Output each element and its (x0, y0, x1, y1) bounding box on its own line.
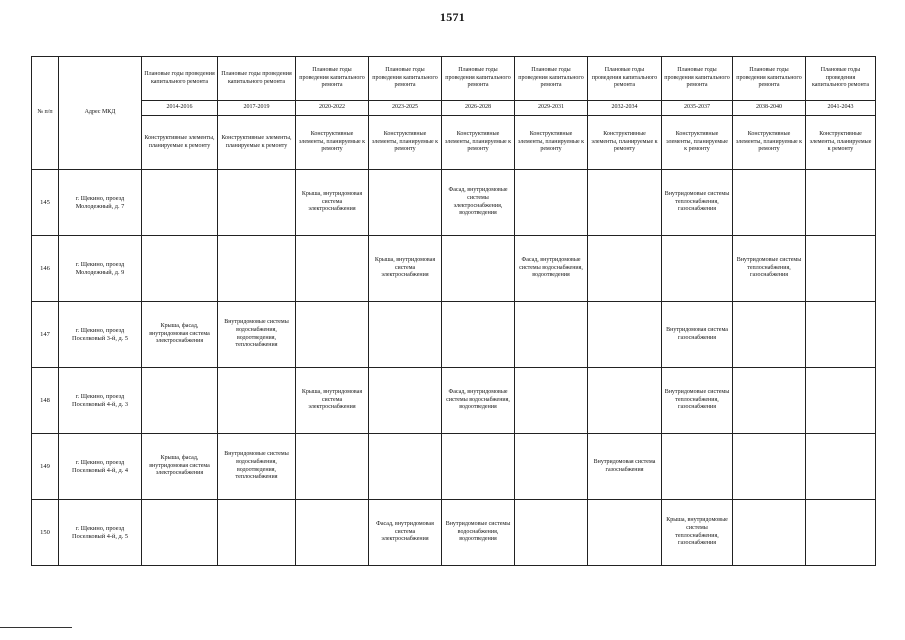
row-number: 145 (32, 170, 59, 236)
elements-header: Конструктивные элементы, планируемые к ремонту (662, 116, 733, 170)
period-header: 2014-2016 (142, 101, 218, 116)
repair-cell: Крыша, внутридомовая система электроснабжения (369, 236, 442, 302)
period-header: 2017-2019 (218, 101, 296, 116)
repair-cell (296, 500, 369, 566)
repair-cell (733, 368, 806, 434)
table-row (32, 302, 876, 368)
elements-header: Конструктивные элементы, планируемые к ремонту (218, 116, 296, 170)
row-number: 146 (32, 236, 59, 302)
row-address: г. Щекино, проезд Молодежный, д. 7 (59, 170, 142, 236)
elements-header: Конструктивные элементы, планируемые к ремонту (142, 116, 218, 170)
repair-cell (218, 500, 296, 566)
repair-cell (733, 302, 806, 368)
planned-years-header: Плановые годы проведения капитального ремонта (733, 57, 806, 101)
repair-cell (515, 434, 588, 500)
table-row (32, 170, 876, 236)
table-row (32, 434, 876, 500)
elements-header: Конструктивные элементы, планируемые к ремонту (442, 116, 515, 170)
repair-cell (806, 434, 876, 500)
table-row (32, 368, 876, 434)
repair-cell (588, 302, 662, 368)
repair-cell: Крыша, внутридомовые системы теплоснабжения, газоснабжения (662, 500, 733, 566)
elements-header: Конструктивные элементы, планируемые к ремонту (733, 116, 806, 170)
period-header: 2038-2040 (733, 101, 806, 116)
row-number: 147 (32, 302, 59, 368)
planned-years-header: Плановые годы проведения капитального ремонта (662, 57, 733, 101)
repair-cell (733, 170, 806, 236)
repair-cell: Фасад, внутридомовые системы электроснабжения, водоотведения (442, 170, 515, 236)
planned-years-header: Плановые годы проведения капитального ремонта (515, 57, 588, 101)
repair-cell: Крыша, внутридомовая система электроснабжения (296, 170, 369, 236)
repair-cell: Крыша, фасад, внутридомовая система электроснабжения (142, 302, 218, 368)
repair-cell (369, 170, 442, 236)
repair-cell (296, 236, 369, 302)
row-address: г. Щекино, проезд Поселковый 3-й, д. 5 (59, 302, 142, 368)
planned-years-header: Плановые годы проведения капитального ремонта (296, 57, 369, 101)
row-number: 150 (32, 500, 59, 566)
repair-cell: Внутридомовая система газоснабжения (588, 434, 662, 500)
repair-cell (806, 170, 876, 236)
planned-years-header: Плановые годы проведения капитального ремонта (588, 57, 662, 101)
repair-cell (442, 302, 515, 368)
repair-cell: Внутридомовые системы теплоснабжения, газоснабжения (662, 368, 733, 434)
repair-cell (296, 434, 369, 500)
repair-cell: Внутридомовые системы водоснабжения, водоотведения, теплоснабжения (218, 302, 296, 368)
repair-cell (806, 500, 876, 566)
repair-cell (142, 170, 218, 236)
footer-rule (0, 627, 72, 628)
period-header: 2035-2037 (662, 101, 733, 116)
table-body (32, 170, 876, 566)
repair-cell: Внутридомовые системы водоснабжения, водоотведения (442, 500, 515, 566)
repair-cell (218, 170, 296, 236)
repair-cell (806, 236, 876, 302)
repair-cell: Крыша, внутридомовая система электроснабжения (296, 368, 369, 434)
repair-cell (369, 302, 442, 368)
repair-cell (515, 170, 588, 236)
period-header: 2026-2028 (442, 101, 515, 116)
repair-cell (662, 236, 733, 302)
elements-header: Конструктивные элементы, планируемые к ремонту (515, 116, 588, 170)
period-header: 2023-2025 (369, 101, 442, 116)
table-header (32, 57, 876, 170)
planned-years-header: Плановые годы проведения капитального ремонта (369, 57, 442, 101)
repair-cell (515, 500, 588, 566)
address-header: Адрес МКД (59, 57, 142, 170)
page-number: 1571 (439, 10, 466, 24)
repair-cell (142, 236, 218, 302)
repair-cell: Внутридомовые системы теплоснабжения, газоснабжения (733, 236, 806, 302)
repair-cell: Внутридомовая система газоснабжения (662, 302, 733, 368)
repair-cell (662, 434, 733, 500)
row-address: г. Щекино, проезд Поселковый 4-й, д. 5 (59, 500, 142, 566)
repair-cell: Внутридомовые системы теплоснабжения, газоснабжения (662, 170, 733, 236)
repair-cell (515, 368, 588, 434)
elements-header: Конструктивные элементы, планируемые к ремонту (369, 116, 442, 170)
row-number: 148 (32, 368, 59, 434)
repair-cell (733, 500, 806, 566)
repair-cell (296, 302, 369, 368)
table-row (32, 236, 876, 302)
repair-cell (442, 236, 515, 302)
planned-years-header: Плановые годы проведения капитального ремонта (806, 57, 876, 101)
period-header: 2032-2034 (588, 101, 662, 116)
planned-years-header: Плановые годы проведения капитального ремонта (218, 57, 296, 101)
repair-cell (442, 434, 515, 500)
row-address: г. Щекино, проезд Поселковый 4-й, д. 4 (59, 434, 142, 500)
table-row (32, 500, 876, 566)
period-header: 2041-2043 (806, 101, 876, 116)
row-address: г. Щекино, проезд Поселковый 4-й, д. 3 (59, 368, 142, 434)
repair-cell (806, 368, 876, 434)
repair-cell (142, 368, 218, 434)
repair-cell: Фасад, внутридомовые системы водоснабжения, водоотведения (515, 236, 588, 302)
repair-cell (806, 302, 876, 368)
repair-cell (218, 368, 296, 434)
number-header: № п/п (32, 57, 59, 170)
row-number: 149 (32, 434, 59, 500)
repair-cell (218, 236, 296, 302)
row-address: г. Щекино, проезд Молодежный, д. 9 (59, 236, 142, 302)
repair-cell (733, 434, 806, 500)
repair-cell: Фасад, внутридомовая система электроснабжения (369, 500, 442, 566)
elements-header: Конструктивные элементы, планируемые к ремонту (588, 116, 662, 170)
period-header: 2029-2031 (515, 101, 588, 116)
elements-header: Конструктивные элементы, планируемые к ремонту (296, 116, 369, 170)
capital-repair-table (31, 56, 876, 566)
repair-cell: Внутридомовые системы водоснабжения, водоотведения, теплоснабжения (218, 434, 296, 500)
elements-header: Конструктивные элементы, планируемые к ремонту (806, 116, 876, 170)
repair-cell (515, 302, 588, 368)
period-header: 2020-2022 (296, 101, 369, 116)
repair-cell: Крыша, фасад, внутридомовая система электроснабжения (142, 434, 218, 500)
repair-cell: Фасад, внутридомовые системы водоснабжения, водоотведения (442, 368, 515, 434)
planned-years-header: Плановые годы проведения капитального ремонта (442, 57, 515, 101)
repair-cell (369, 368, 442, 434)
repair-cell (588, 170, 662, 236)
repair-cell (142, 500, 218, 566)
repair-cell (588, 500, 662, 566)
planned-years-header: Плановые годы проведения капитального ремонта (142, 57, 218, 101)
repair-cell (588, 368, 662, 434)
repair-cell (369, 434, 442, 500)
repair-cell (588, 236, 662, 302)
